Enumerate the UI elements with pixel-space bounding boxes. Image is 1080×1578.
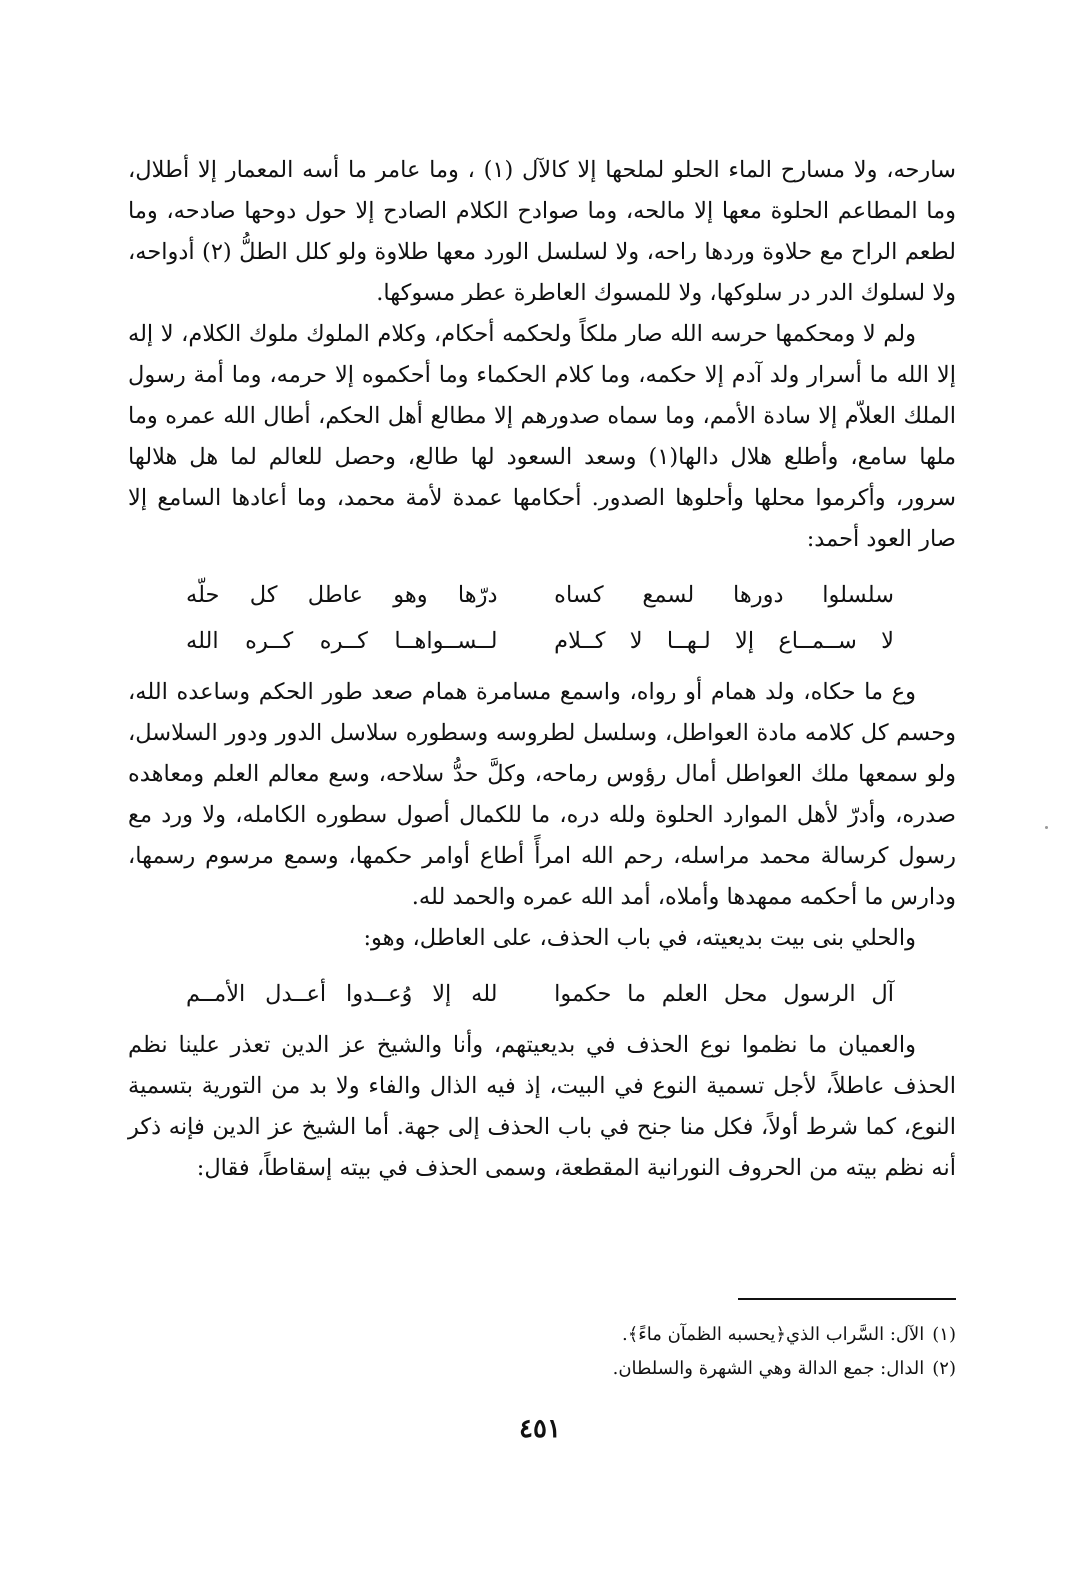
footnote-2 (196, 1352, 956, 1386)
verse-line (128, 618, 956, 664)
verse-second-hemistich: لــســواهــا كــره كــره الله (186, 628, 498, 654)
verse-first-hemistich: سلسلوا دورها لسمع كساه (554, 582, 894, 608)
footnotes (196, 1318, 956, 1386)
page-number: ٤٥١ (519, 1414, 561, 1444)
footnote-1 (196, 1318, 956, 1352)
main-text (128, 150, 956, 1189)
footnote-text: الدال: جمع الدالة وهي الشهرة والسلطان. (612, 1358, 925, 1379)
footnote-text: الآل: السَّراب الذي﴿يحسبه الظمآن ماءً﴾. (621, 1324, 925, 1345)
paragraph-1: سارحه، ولا مسارح الماء الحلو لملحها إلا كالآل (١) ، وما عامر ما أسه المعمار إلا أطلال، وما المطاعم الحلوة معها إلا مالحه، وما صوادح الكلام الصادح إلا حول دوحها صادحه، وما لطعم الراح مع حلاوة وردها راحه، ولا لسلسل الورد معها طلاوة ولو كلل الطلُّ (٢) أدواحه، ولا لسلوك الدر در سلوكها، ولا للمسوك العاطرة عطر مسوكها. (128, 157, 956, 306)
paragraph-5: والعميان ما نظموا نوع الحذف في بديعيتهم، وأنا والشيخ عز الدين تعذر علينا نظم الحذف عاطلاً، لأجل تسمية النوع في البيت، إذ فيه الذال والفاء ولا بد من التورية بتسمية النوع، كما شرط أولاً، فكل منا جنح في باب الحذف إلى جهة. أما الشيخ عز الدين فإنه ذكر أنه نظم بيته من الحروف النورانية المقطعة، وسمى الحذف في بيته إسقاطاً، فقال: (128, 1032, 956, 1181)
footnote-separator (738, 1298, 956, 1300)
footnote-number: (١) (932, 1324, 956, 1345)
paragraph-2: ولم لا ومحكمها حرسه الله صار ملكاً ولحكمه أحكام، وكلام الملوك ملوك الكلام، لا إله إلا الله ما أسرار ولد آدم إلا حكمه، وما كلام الحكماء وما أحكموه إلا حرمه، وما أمة رسول الملك العلاّم إلا سادة الأمم، وما سماه صدورهم إلا مطالع أهل الحكم، أطال الله عمره وما ملها سامع، وأطلع هلال دالها(١) وسعد السعود لها طالع، وحصل للعالم لما هل هلالها سرور، وأكرموا محلها وأحلوها الصدور. أحكامها عمدة لأمة محمد، وما أعادها السامع إلا صار العود أحمد: (128, 321, 956, 552)
verse-line (128, 971, 956, 1017)
poem-2 (128, 971, 956, 1017)
verse-second-hemistich: لله إلا وُعــدوا أعــدل الأمــم (186, 981, 498, 1007)
scan-speck (1045, 826, 1048, 829)
paragraph-4: والحلي بنى بيت بديعيته، في باب الحذف، على العاطل، وهو: (363, 925, 916, 951)
poem-1 (128, 572, 956, 664)
verse-line (128, 572, 956, 618)
verse-first-hemistich: آل الرسول محل العلم ما حكموا (554, 981, 894, 1007)
verse-first-hemistich: لا ســمــاع إلا لـهــا لا كــلام (554, 628, 894, 654)
verse-second-hemistich: درّها وهو عاطل كل حلّه (186, 582, 498, 608)
paragraph-3: وع ما حكاه، ولد همام أو رواه، واسمع مسامرة همام صعد طور الحكم وساعده الله، وحسم كل كلامه مادة العواطل، وسلسل لطروسه وسطوره سلاسل الدور ودور السلاسل، ولو سمعها ملك العواطل أمال رؤوس رماحه، وكلَّ حدُّ سلاحه، وسع معالم العلم ومعاهده صدره، وأدرّ لأهل الموارد الحلوة ولله دره، ما للكمال أصول سطوره الكامله، ولا ورد مع رسول كرسالة محمد مراسله، رحم الله امرأً أطاع أوامر حكمها، وسمع مرسوم رسمها، ودارس ما أحكمه ممهدها وأملاه، أمد الله عمره والحمد لله. (128, 679, 956, 910)
footnote-number: (٢) (932, 1358, 956, 1379)
